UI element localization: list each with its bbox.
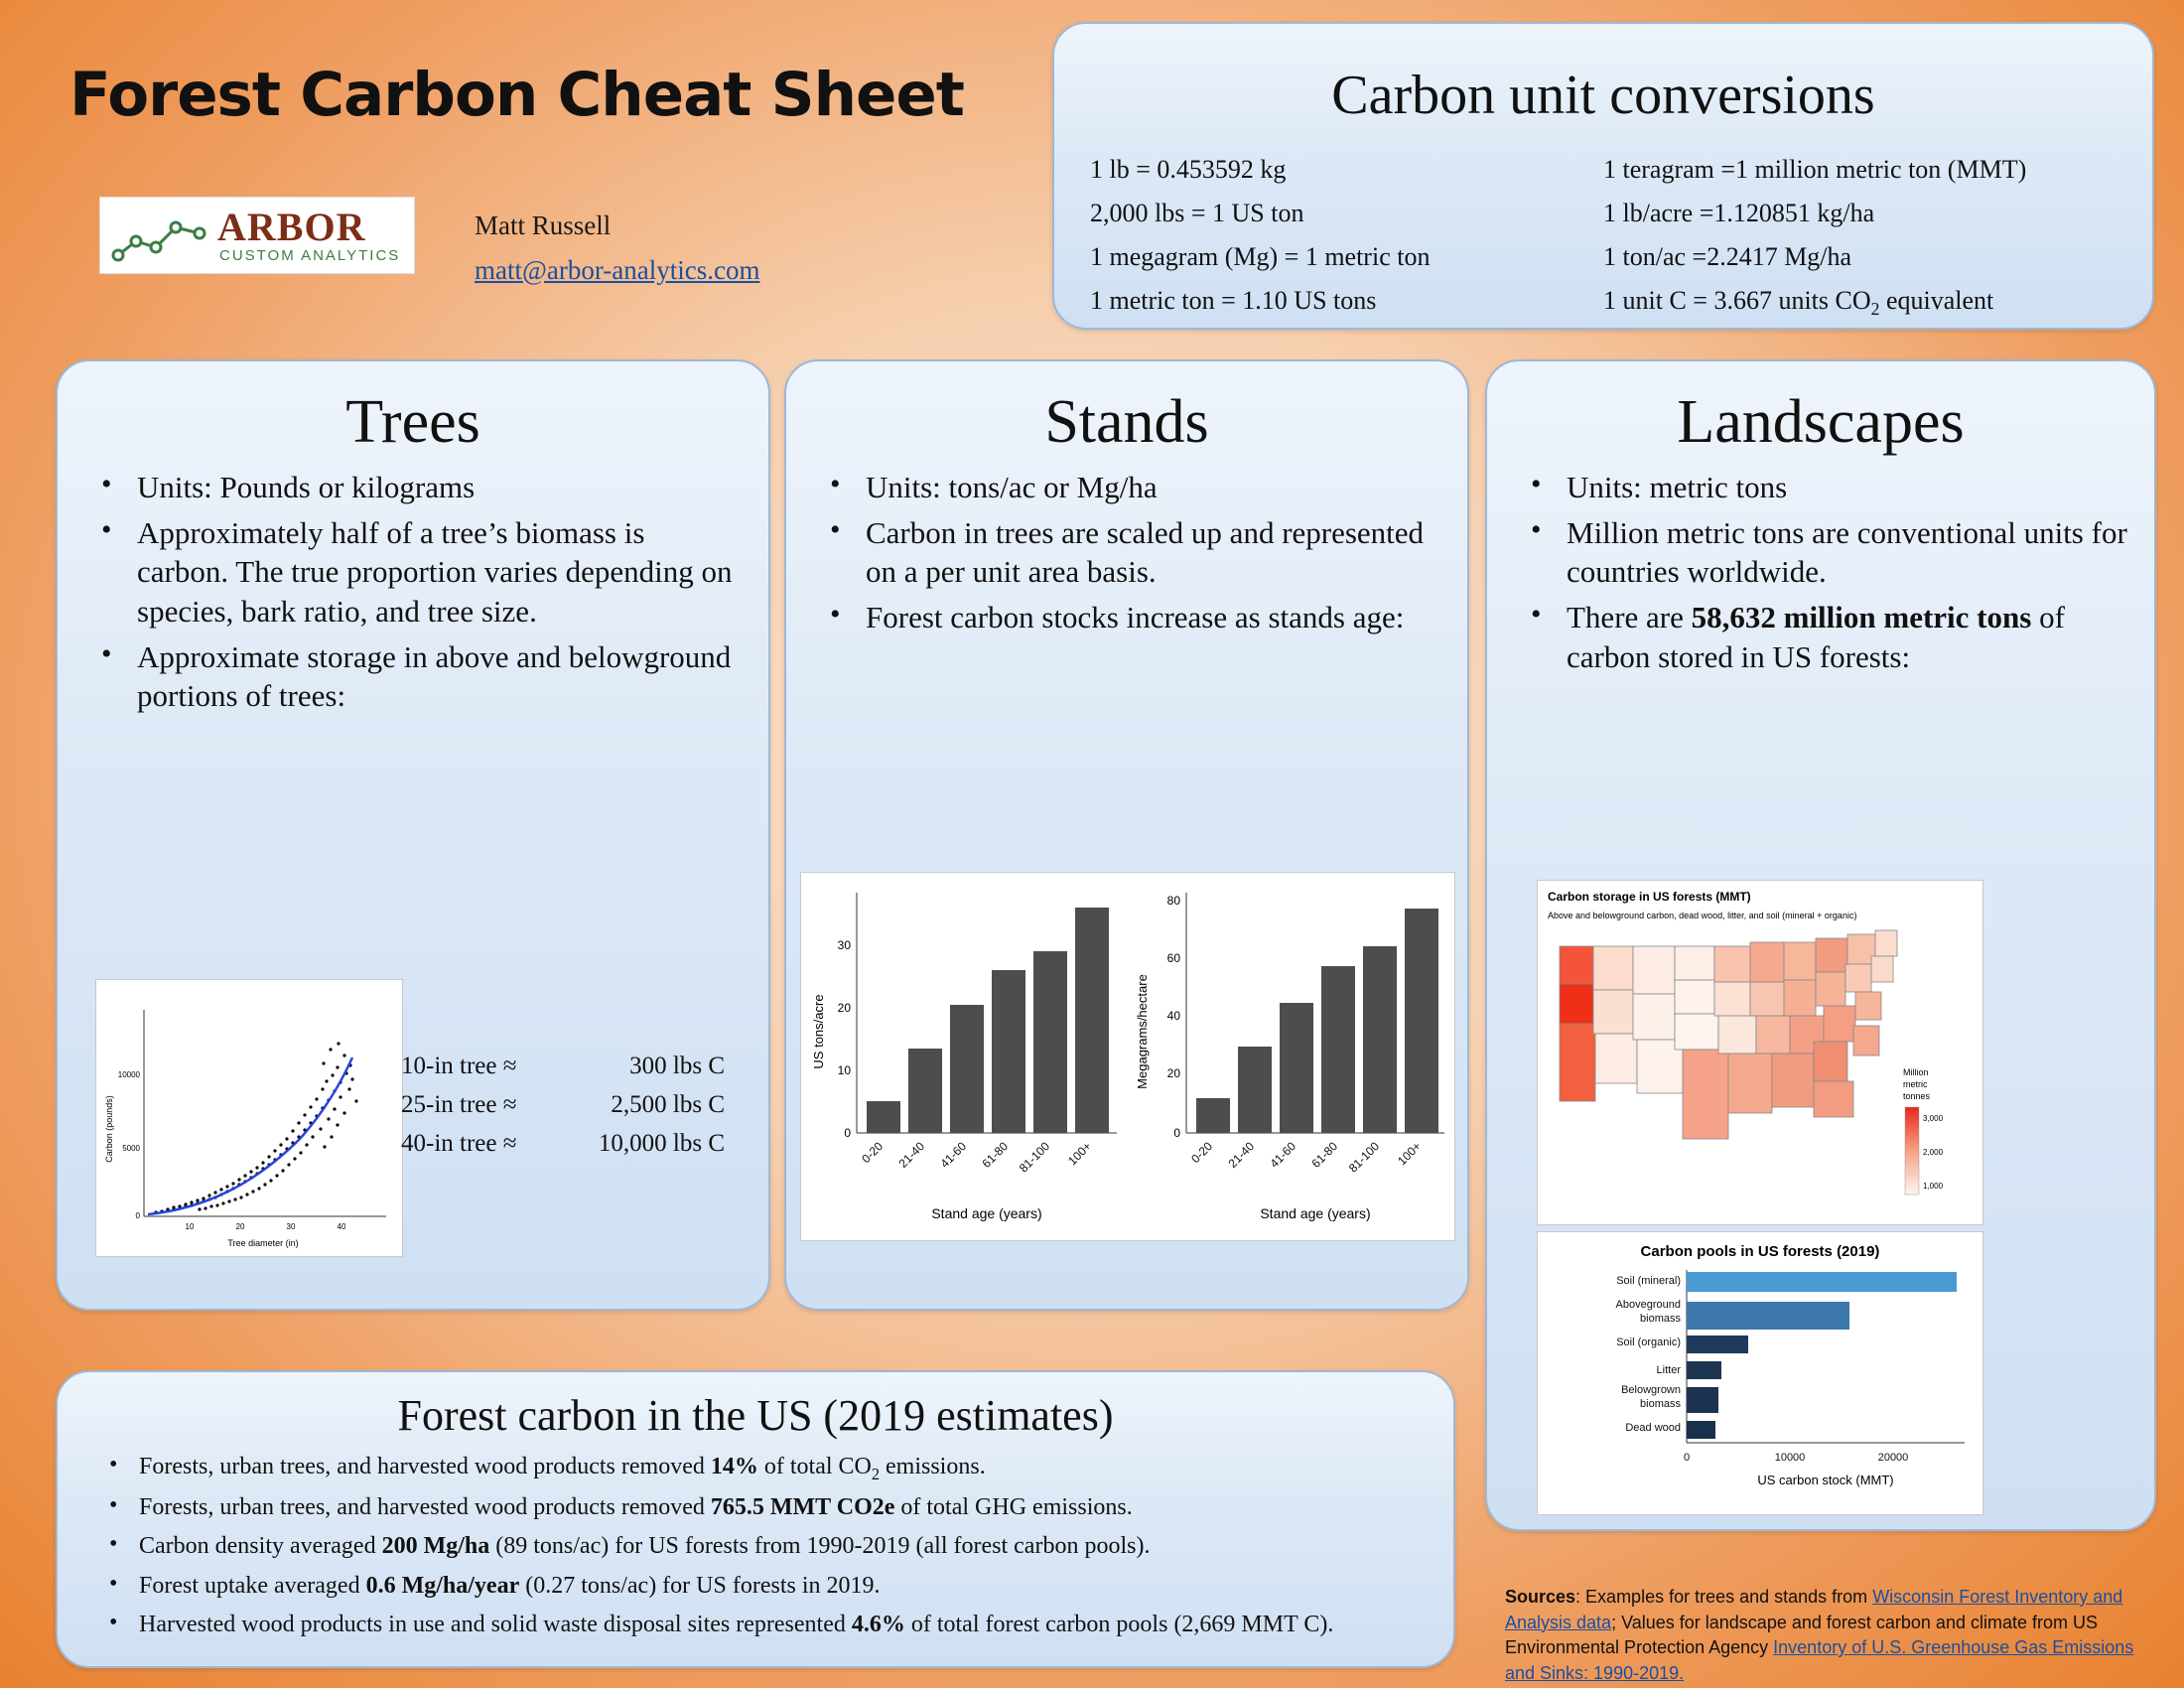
- svg-text:20: 20: [235, 1222, 245, 1231]
- svg-text:30: 30: [286, 1222, 296, 1231]
- tree-value-label: 10-in tree ≈: [401, 1053, 517, 1079]
- list-item: • Carbon density averaged 200 Mg/ha (89 tons/ac) for US forests from 1990-2019 (all forest carbon pools).: [93, 1530, 1424, 1563]
- svg-text:Litter: Litter: [1656, 1364, 1681, 1376]
- trees-title: Trees: [345, 388, 480, 456]
- svg-text:20: 20: [1166, 1066, 1180, 1080]
- sources-text-2: ; Values for landscape and forest carbon and climate from US Environmental Protection Agency: [1505, 1612, 2098, 1658]
- conversions-left-column: [1090, 155, 1603, 334]
- svg-text:Soil (mineral): Soil (mineral): [1616, 1275, 1681, 1287]
- svg-text:3,000: 3,000: [1923, 1114, 1944, 1123]
- conversion-item: 1 ton/ac =2.2417 Mg/ha: [1603, 242, 1852, 271]
- svg-text:0: 0: [844, 1126, 851, 1140]
- svg-text:20: 20: [837, 1001, 851, 1015]
- list-item: • Million metric tons are conventional units for countries worldwide.: [1517, 513, 2128, 592]
- svg-text:Million: Million: [1903, 1067, 1929, 1077]
- list-item: • Approximate storage in above and belowground portions of trees:: [87, 637, 743, 716]
- conversions-title: Carbon unit conversions: [1331, 65, 1875, 126]
- author-email-link[interactable]: matt@arbor-analytics.com: [475, 255, 760, 285]
- us-forest-carbon-panel: [56, 1370, 1455, 1668]
- svg-text:Carbon storage in US forests (: Carbon storage in US forests (MMT): [1548, 890, 1751, 904]
- arbor-logo: [99, 197, 415, 274]
- svg-text:81-100: 81-100: [1016, 1139, 1053, 1176]
- svg-text:10000: 10000: [117, 1070, 140, 1079]
- svg-text:Belowgrown: Belowgrown: [1621, 1384, 1681, 1396]
- svg-text:Soil (organic): Soil (organic): [1616, 1336, 1681, 1348]
- svg-text:80: 80: [1166, 894, 1180, 908]
- sources-text-1: : Examples for trees and stands from: [1575, 1587, 1873, 1607]
- tree-value-label: 40-in tree ≈: [401, 1129, 517, 1157]
- list-item: • Units: Pounds or kilograms: [87, 468, 743, 507]
- logo-graph-icon: [110, 211, 209, 267]
- tree-carbon-values: [401, 1048, 725, 1163]
- svg-text:100+: 100+: [1065, 1139, 1095, 1169]
- svg-text:Megagrams/hectare: Megagrams/hectare: [1135, 974, 1150, 1089]
- landscapes-bullet-list: [1487, 468, 2154, 676]
- svg-text:5000: 5000: [122, 1144, 140, 1153]
- list-item: • Units: tons/ac or Mg/ha: [816, 468, 1441, 507]
- landscape-highlight-value: 58,632 million metric tons: [1691, 600, 2032, 635]
- conversion-item: 1 megagram (Mg) = 1 metric ton: [1090, 242, 1431, 271]
- svg-text:41-60: 41-60: [937, 1139, 970, 1171]
- stand-age-bar-charts: [800, 872, 1455, 1241]
- svg-text:1,000: 1,000: [1923, 1182, 1944, 1191]
- page-title: Forest Carbon Cheat Sheet: [69, 60, 964, 130]
- svg-text:Stand age (years): Stand age (years): [1260, 1205, 1371, 1221]
- conversion-item: 2,000 lbs = 1 US ton: [1090, 199, 1304, 227]
- list-item: • Forest carbon stocks increase as stands age:: [816, 598, 1441, 637]
- svg-text:40: 40: [337, 1222, 346, 1231]
- svg-text:Above and belowground carbon,: Above and belowground carbon, dead wood, litter, and soil (mineral + organic): [1548, 911, 1857, 920]
- list-item: • Carbon in trees are scaled up and represented on a per unit area basis.: [816, 513, 1441, 592]
- epa-inventory-link[interactable]: Inventory of U.S. Greenhouse Gas Emissions and Sinks: 1990-2019.: [1505, 1637, 2134, 1683]
- list-item: • Forests, urban trees, and harvested wood products removed 765.5 MMT CO2e of total GHG emissions.: [93, 1491, 1424, 1524]
- tree-carbon-scatter-chart: [95, 979, 403, 1257]
- svg-text:biomass: biomass: [1640, 1313, 1681, 1325]
- list-item: • Forests, urban trees, and harvested wood products removed 14% of total $CO_2$ emissions.: [93, 1451, 1424, 1485]
- svg-text:81-100: 81-100: [1345, 1139, 1383, 1176]
- carbon-pools-bar-chart: [1537, 1231, 1983, 1515]
- svg-text:100+: 100+: [1395, 1139, 1425, 1169]
- conversions-panel: [1052, 22, 2154, 330]
- svg-text:US tons/acre: US tons/acre: [811, 994, 826, 1069]
- tree-value-label: 25-in tree ≈: [401, 1090, 517, 1118]
- svg-text:20000: 20000: [1877, 1452, 1909, 1464]
- stands-bullet-list: [786, 468, 1467, 637]
- svg-text:0-20: 0-20: [859, 1139, 887, 1167]
- svg-text:US carbon stock (MMT): US carbon stock (MMT): [1757, 1473, 1894, 1487]
- tree-value-number: 300 lbs C: [629, 1053, 725, 1079]
- list-item: • Units: metric tons: [1517, 468, 2128, 507]
- svg-text:21-40: 21-40: [1225, 1139, 1258, 1171]
- svg-text:10: 10: [837, 1063, 851, 1077]
- tree-value-number: 10,000 lbs C: [598, 1129, 725, 1157]
- svg-text:40: 40: [1166, 1009, 1180, 1023]
- conversions-right-column: [1603, 155, 2116, 334]
- list-item: • Forest uptake averaged 0.6 Mg/ha/year (0.27 tons/ac) for US forests in 2019.: [93, 1570, 1424, 1603]
- svg-text:21-40: 21-40: [895, 1139, 928, 1171]
- svg-text:2,000: 2,000: [1923, 1148, 1944, 1157]
- svg-text:0: 0: [1683, 1452, 1691, 1464]
- trees-bullet-list: [58, 468, 768, 716]
- list-item: • There are 58,632 million metric tons of carbon stored in US forests:: [1517, 598, 2128, 676]
- svg-text:tonnes: tonnes: [1903, 1091, 1931, 1101]
- conversion-item: 1 lb/acre =1.120851 kg/ha: [1603, 199, 1875, 227]
- svg-text:0: 0: [1173, 1126, 1180, 1140]
- tree-value-number: 2,500 lbs C: [611, 1090, 725, 1118]
- svg-text:Carbon pools in US forests (20: Carbon pools in US forests (2019): [1640, 1243, 1880, 1260]
- logo-wordmark: ARBOR: [217, 205, 366, 249]
- stands-title: Stands: [1044, 388, 1209, 456]
- svg-text:Aboveground: Aboveground: [1615, 1299, 1681, 1311]
- svg-text:biomass: biomass: [1640, 1398, 1681, 1410]
- svg-text:0: 0: [135, 1211, 140, 1220]
- svg-text:60: 60: [1166, 951, 1180, 965]
- svg-text:Tree diameter (in): Tree diameter (in): [227, 1238, 299, 1248]
- bottom-title: Forest carbon in the US (2019 estimates): [397, 1391, 1114, 1440]
- svg-text:10000: 10000: [1774, 1452, 1806, 1464]
- svg-text:0-20: 0-20: [1188, 1139, 1216, 1167]
- bottom-bullet-list: [58, 1451, 1453, 1641]
- landscapes-title: Landscapes: [1677, 388, 1965, 456]
- conversion-item: 1 teragram =1 million metric ton (MMT): [1603, 155, 2027, 184]
- svg-text:61-80: 61-80: [979, 1139, 1012, 1171]
- svg-text:metric: metric: [1903, 1079, 1928, 1089]
- sources-label: Sources: [1505, 1587, 1576, 1607]
- conversion-item: 1 lb = 0.453592 kg: [1090, 155, 1287, 184]
- svg-text:61-80: 61-80: [1308, 1139, 1341, 1171]
- svg-text:Stand age (years): Stand age (years): [931, 1205, 1042, 1221]
- svg-text:Dead wood: Dead wood: [1625, 1422, 1681, 1434]
- list-item: • Harvested wood products in use and solid waste disposal sites represented 4.6% of total forest carbon pools (2,669 MMT C).: [93, 1609, 1424, 1641]
- svg-text:41-60: 41-60: [1267, 1139, 1299, 1171]
- list-item: • Approximately half of a tree’s biomass is carbon. The true proportion varies depending on species, bark ratio, and tree size.: [87, 513, 743, 632]
- svg-text:10: 10: [185, 1222, 195, 1231]
- conversion-item: 1 unit C = 3.667 units $CO_2$ equivalent: [1603, 286, 1994, 320]
- author-name: Matt Russell: [475, 211, 612, 240]
- svg-text:Carbon (pounds): Carbon (pounds): [104, 1095, 114, 1163]
- us-carbon-storage-map: [1537, 880, 1983, 1225]
- conversion-item: 1 metric ton = 1.10 US tons: [1090, 286, 1377, 315]
- wisconsin-fia-link[interactable]: Wisconsin Forest Inventory and Analysis data: [1505, 1587, 2123, 1632]
- svg-text:30: 30: [837, 938, 851, 952]
- logo-tagline: CUSTOM ANALYTICS: [219, 247, 401, 264]
- sources-note: [1505, 1585, 2160, 1686]
